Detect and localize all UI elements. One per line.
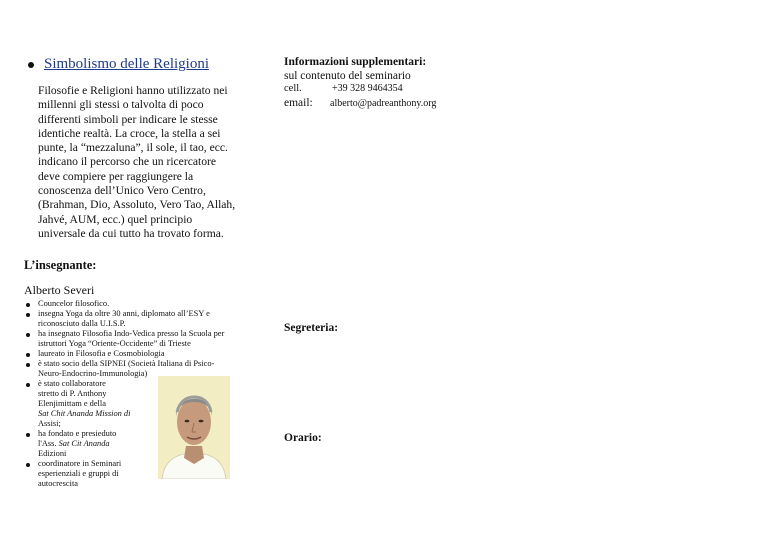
bio-item: insegna Yoga da oltre 30 anni, diplomato all’ESY e riconosciuto dalla U.I.S.P. <box>24 309 246 329</box>
phone-value[interactable]: +39 328 9464354 <box>332 83 403 94</box>
bullet-icon <box>28 62 34 68</box>
bio-item: laureato in Filosofia e Cosmobiologia <box>24 349 246 359</box>
bio-item: è stato collaboratore stretto di P. Anthony Elenjimittam e della Sat Chit Ananda Mission di Assisi; <box>24 379 150 429</box>
bio-item: ha insegnato Filosofia Indo-Vedica presso la Scuola per istruttori Yoga “Oriente-Occidente” di Trieste <box>24 329 246 349</box>
bio-item: ha fondato e presieduto l'Ass. Sat Cit Ananda Edizioni <box>24 429 150 459</box>
segreteria-label: Segreteria: <box>284 322 339 334</box>
bio-item: è stato socio della SIPNEI (Società Italiana di Psico- Neuro-Endocrino-Immunologia) <box>24 359 246 379</box>
bio-item: coordinatore in Seminari esperienziali e gruppi di autocrescita <box>24 459 150 489</box>
teacher-photo <box>158 376 230 479</box>
email-link[interactable]: alberto@padreanthony.org <box>330 98 437 109</box>
teacher-portrait-icon <box>158 376 230 479</box>
bio-item: Councelor filosofico. <box>24 299 246 309</box>
orario-label: Orario: <box>284 432 322 444</box>
section-title: Simbolismo delle Religioni <box>28 56 209 73</box>
phone-row <box>284 83 403 94</box>
intro-paragraph: Filosofie e Religioni hanno utilizzato nei millenni gli stessi o talvolta di poco differenti simboli per indicare le stesse identiche realtà. La croce, la stella a sei punte, la “mezzaluna”, il sole, il tao, ecc. indicano il percorso che un ricercatore deve compiere per raggiungere la conoscenza dell’Unico Vero Centro, (Brahman, Dio, Assoluto, Vero Tao, Allah, Jahvé, AUM, ecc.) quel principio universale da cui tutto ha trovato forma. <box>38 84 236 240</box>
phone-label: cell. <box>284 83 302 94</box>
teacher-name: Alberto Severi <box>24 283 95 297</box>
email-row <box>284 97 436 109</box>
teacher-heading: L’insegnante: <box>24 258 97 272</box>
info-subtitle: sul contenuto del seminario <box>284 70 411 82</box>
email-label: email: <box>284 97 313 109</box>
info-heading: Informazioni supplementari: <box>284 56 427 68</box>
